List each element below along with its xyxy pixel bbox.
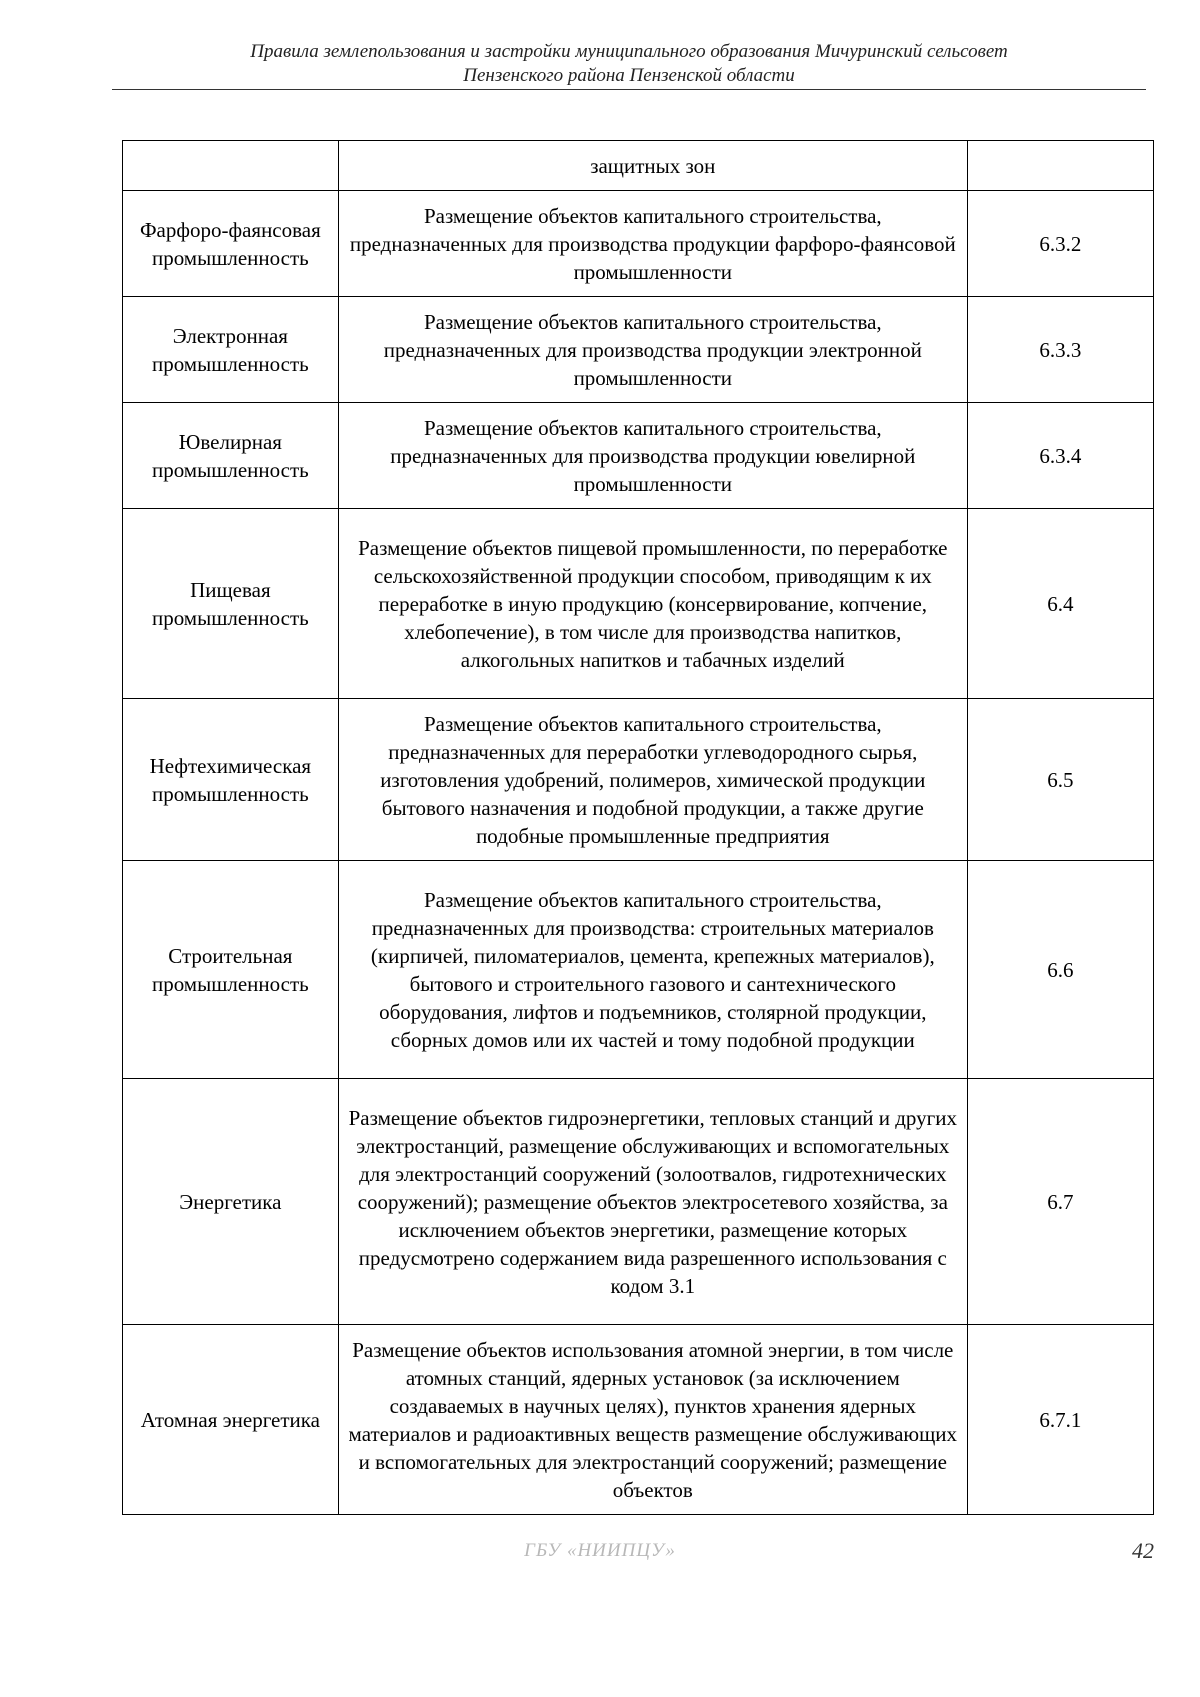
cell-code: 6.3.3 bbox=[967, 297, 1153, 403]
table-row bbox=[123, 141, 1154, 191]
cell-description: защитных зон bbox=[338, 141, 967, 191]
cell-use-name: Пищевая промышленность bbox=[123, 509, 339, 699]
footer-organization: ГБУ «НИИПЦУ» bbox=[524, 1540, 676, 1561]
cell-description: Размещение объектов использования атомной энергии, в том числе атомных станций, ядерных установок (за исключением создаваемых в научных целях), пунктов хранения ядерных материалов и радиоактивных веществ размещение обслуживающих и вспомогательных для электростанций сооружений; размещение объектов bbox=[338, 1325, 967, 1515]
table-row bbox=[123, 699, 1154, 861]
cell-use-name: Нефтехимическая промышленность bbox=[123, 699, 339, 861]
table-row bbox=[123, 509, 1154, 699]
cell-use-name: Электронная промышленность bbox=[123, 297, 339, 403]
header-line-1: Правила землепользования и застройки муниципального образования Мичуринский сельсовет bbox=[250, 41, 1008, 62]
cell-code bbox=[967, 141, 1153, 191]
cell-description: Размещение объектов пищевой промышленности, по переработке сельскохозяйственной продукции способом, приводящим к их переработке в иную продукцию (консервирование, копчение, хлебопечение), в том числе для производства напитков, алкогольных напитков и табачных изделий bbox=[338, 509, 967, 699]
page-header bbox=[112, 40, 1146, 88]
cell-description: Размещение объектов капитального строительства, предназначенных для переработки углеводородного сырья, изготовления удобрений, полимеров, химической продукции бытового назначения и подобной продукции, а также другие подобные промышленные предприятия bbox=[338, 699, 967, 861]
cell-code: 6.7.1 bbox=[967, 1325, 1153, 1515]
cell-use-name: Фарфоро-фаянсовая промышленность bbox=[123, 191, 339, 297]
land-use-table bbox=[122, 140, 1154, 1515]
table-row bbox=[123, 297, 1154, 403]
table-row bbox=[123, 861, 1154, 1079]
cell-description: Размещение объектов гидроэнергетики, тепловых станций и других электростанций, размещение обслуживающих и вспомогательных для электростанций сооружений (золоотвалов, гидротехнических сооружений); размещение объектов электросетевого хозяйства, за исключением объектов энергетики, размещение которых предусмотрено содержанием вида разрешенного использования с кодом 3.1 bbox=[338, 1079, 967, 1325]
cell-code: 6.7 bbox=[967, 1079, 1153, 1325]
cell-description: Размещение объектов капитального строительства, предназначенных для производства: строительных материалов (кирпичей, пиломатериалов, цемента, крепежных материалов), бытового и строительного газового и сантехнического оборудования, лифтов и подъемников, столярной продукции, сборных домов или их частей и тому подобной продукции bbox=[338, 861, 967, 1079]
cell-description: Размещение объектов капитального строительства, предназначенных для производства продукции электронной промышленности bbox=[338, 297, 967, 403]
header-line-2: Пензенского района Пензенской области bbox=[463, 65, 795, 86]
cell-code: 6.6 bbox=[967, 861, 1153, 1079]
cell-use-name: Энергетика bbox=[123, 1079, 339, 1325]
page-number: 42 bbox=[1132, 1538, 1154, 1563]
cell-code: 6.5 bbox=[967, 699, 1153, 861]
cell-description: Размещение объектов капитального строительства, предназначенных для производства продукции фарфоро-фаянсовой промышленности bbox=[338, 191, 967, 297]
cell-description: Размещение объектов капитального строительства, предназначенных для производства продукции ювелирной промышленности bbox=[338, 403, 967, 509]
cell-use-name bbox=[123, 141, 339, 191]
table-row bbox=[123, 1079, 1154, 1325]
header-divider bbox=[112, 89, 1146, 90]
cell-use-name: Ювелирная промышленность bbox=[123, 403, 339, 509]
table-row bbox=[123, 1325, 1154, 1515]
cell-use-name: Строительная промышленность bbox=[123, 861, 339, 1079]
cell-code: 6.4 bbox=[967, 509, 1153, 699]
table-row bbox=[123, 403, 1154, 509]
cell-code: 6.3.4 bbox=[967, 403, 1153, 509]
cell-code: 6.3.2 bbox=[967, 191, 1153, 297]
cell-use-name: Атомная энергетика bbox=[123, 1325, 339, 1515]
table-row bbox=[123, 191, 1154, 297]
